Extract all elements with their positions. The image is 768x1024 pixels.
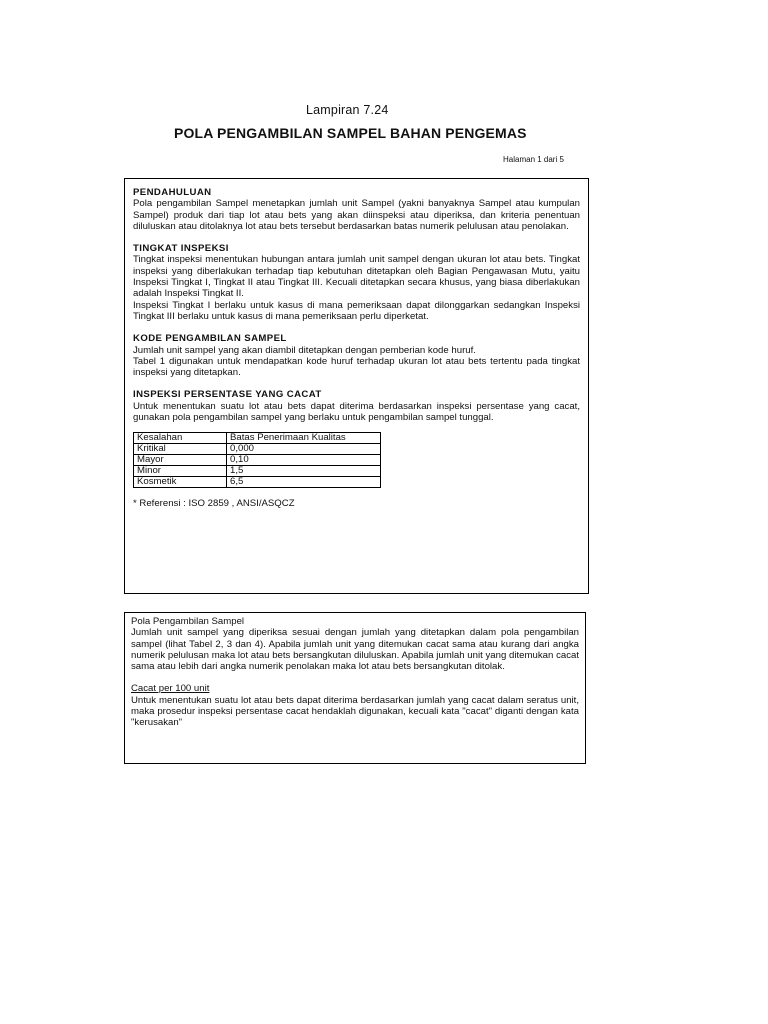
box-paragraph: Untuk menentukan suatu lot atau bets dapat diterima berdasarkan jumlah yang cacat dalam seratus unit, maka prosedur inspeksi persentase cacat hendaklah digunakan, kecuali kata "cacat" diganti dengan kata "kerusakan" xyxy=(131,694,579,729)
box-paragraph: Jumlah unit sampel yang diperiksa sesuai dengan jumlah yang ditetapkan dalam pola pengambilan sampel (lihat Tabel 2, 3 dan 4). Apabila jumlah unit yang ditemukan cacat sama atau kurang dari angka numerik pelulusan maka lot atau bets bersangkutan diluluskan. Apabila jumlah unit yang ditemukan cacat sama atau lebih dari angka numerik penolakan maka lot atau bets bersangkutan ditolak. xyxy=(131,627,579,673)
table-cell: Minor xyxy=(134,466,227,477)
appendix-label: Lampiran 7.24 xyxy=(306,103,389,117)
table-cell: 0,000 xyxy=(227,444,381,455)
table-cell: Mayor xyxy=(134,455,227,466)
table-header-cell: Batas Penerimaan Kualitas xyxy=(227,433,381,444)
quality-acceptance-table xyxy=(133,432,381,488)
section-paragraph: Jumlah unit sampel yang akan diambil ditetapkan dengan pemberian kode huruf. xyxy=(133,344,476,356)
page-title: POLA PENGAMBILAN SAMPEL BAHAN PENGEMAS xyxy=(174,125,527,141)
section-heading: KODE PENGAMBILAN SAMPEL xyxy=(133,333,287,345)
reference-note: * Referensi : ISO 2859 , ANSI/ASQCZ xyxy=(133,498,295,510)
section-heading: TINGKAT INSPEKSI xyxy=(133,243,229,255)
table-cell: 6,5 xyxy=(227,477,381,488)
table-cell: 0,10 xyxy=(227,455,381,466)
section-paragraph: Pola pengambilan Sampel menetapkan jumlah unit Sampel (yakni banyaknya Sampel atau kumpulan Sampel) produk dari tiap lot atau bets yang akan diinspeksi atau diperiksa, dan kriteria penentuan diluluskan atau ditolaknya lot atau bets tersebut berdasarkan batas numerik pelulusan atau penolakan. xyxy=(133,198,580,232)
box-subheading: Cacat per 100 unit xyxy=(131,683,210,695)
section-paragraph: Untuk menentukan suatu lot atau bets dapat diterima berdasarkan inspeksi persentase yang cacat, gunakan pola pengambilan sampel yang berlaku untuk pengambilan sampel tunggal. xyxy=(133,400,580,424)
table-row xyxy=(134,477,381,488)
table-row xyxy=(134,444,381,455)
table-cell: Kosmetik xyxy=(134,477,227,488)
section-paragraph: Tabel 1 digunakan untuk mendapatkan kode huruf terhadap ukuran lot atau bets tertentu pada tingkat inspeksi yang ditetapkan. xyxy=(133,355,580,379)
table-cell: Kritikal xyxy=(134,444,227,455)
page-number: Halaman 1 dari 5 xyxy=(503,155,564,164)
box-heading: Pola Pengambilan Sampel xyxy=(131,616,245,627)
section-heading: PENDAHULUAN xyxy=(133,187,212,198)
section-paragraph: Tingkat inspeksi menentukan hubungan antara jumlah unit sampel dengan ukuran lot atau bets. Tingkat inspeksi yang diberlakukan terhadap tiap kebutuhan ditetapkan oleh Bagian Pengawasan Mutu, yaitu Inspeksi Tingkat I, Tingkat II atau Tingkat III. Kecuali ditetapkan secara khusus, yang biasa diberlakukan adalah Inspeksi Tingkat II. xyxy=(133,254,580,300)
table-row xyxy=(134,455,381,466)
section-paragraph: Inspeksi Tingkat I berlaku untuk kasus di mana pemeriksaan dapat dilonggarkan sedangkan Inspeksi Tingkat III berlaku untuk kasus di mana pemeriksaan perlu diperketat. xyxy=(133,299,580,322)
sampling-pattern-box xyxy=(124,612,586,764)
table-header-row xyxy=(134,433,381,444)
main-content-box xyxy=(124,178,589,594)
table-row xyxy=(134,466,381,477)
table-header-cell: Kesalahan xyxy=(134,433,227,444)
section-heading: INSPEKSI PERSENTASE YANG CACAT xyxy=(133,389,322,401)
table-cell: 1,5 xyxy=(227,466,381,477)
